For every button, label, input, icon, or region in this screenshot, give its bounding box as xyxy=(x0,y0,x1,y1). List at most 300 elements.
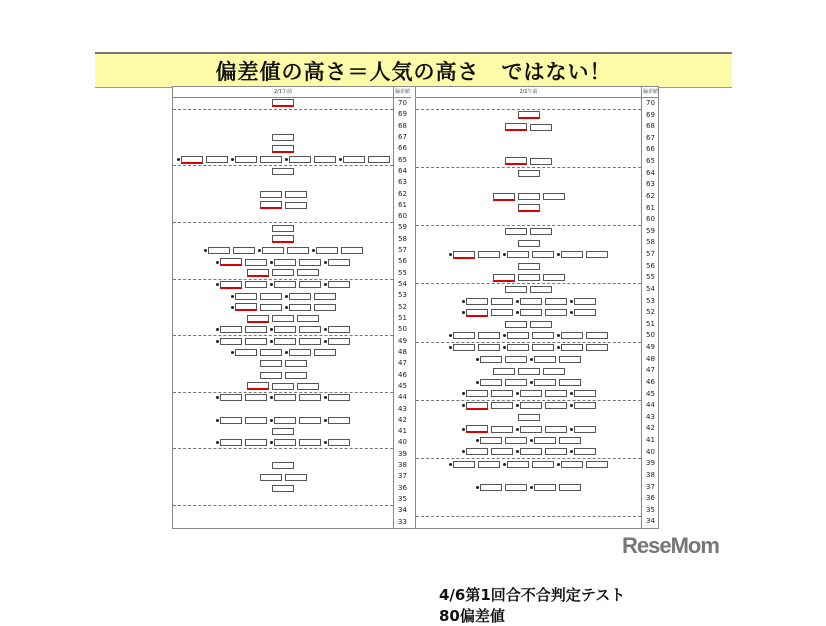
school-box xyxy=(328,439,350,446)
school-box xyxy=(543,193,565,200)
school-box xyxy=(507,332,529,339)
school-box xyxy=(274,281,296,288)
school-box xyxy=(297,315,319,322)
bullet-icon xyxy=(231,295,234,298)
scale-value: 36 xyxy=(393,483,411,494)
bullet-icon xyxy=(324,419,327,422)
left-panel xyxy=(173,87,411,528)
bullet-icon xyxy=(557,253,560,256)
school-box xyxy=(530,158,552,165)
school-box xyxy=(181,156,203,164)
scale-value: 46 xyxy=(393,370,411,381)
bullet-icon xyxy=(557,463,560,466)
scale-row xyxy=(416,168,659,180)
school-box xyxy=(314,304,336,311)
school-box xyxy=(559,356,581,363)
bullet-icon xyxy=(204,249,207,252)
school-box xyxy=(574,298,596,305)
bullet-icon xyxy=(516,428,519,431)
bullet-icon xyxy=(530,381,533,384)
school-box xyxy=(518,204,540,212)
bullet-icon xyxy=(476,381,479,384)
scale-row xyxy=(416,458,659,470)
school-box xyxy=(274,394,296,401)
bullet-icon xyxy=(449,253,452,256)
school-box xyxy=(466,425,488,433)
scale-row xyxy=(173,211,411,222)
bullet-icon xyxy=(570,300,573,303)
bullet-icon xyxy=(570,450,573,453)
right-scale-header: 偏差値 xyxy=(642,89,658,95)
school-box xyxy=(260,474,282,481)
school-box xyxy=(260,360,282,367)
school-box xyxy=(520,426,542,433)
slide-title: 偏差値の高さ＝人気の高さ ではない！ xyxy=(95,52,732,88)
right-panel-header: 2/1午前 xyxy=(519,89,538,95)
school-box xyxy=(299,439,321,446)
scale-value: 69 xyxy=(641,110,659,122)
scale-row xyxy=(173,109,411,120)
scale-value: 50 xyxy=(641,330,659,342)
bullet-icon xyxy=(557,346,560,349)
scale-value: 37 xyxy=(393,471,411,482)
school-box xyxy=(220,439,242,446)
school-box xyxy=(260,372,282,379)
scale-row xyxy=(173,177,411,188)
scale-value: 35 xyxy=(641,505,659,517)
bullet-icon xyxy=(570,311,573,314)
deviation-chart-document xyxy=(172,86,659,625)
school-box xyxy=(287,247,309,254)
scale-value: 44 xyxy=(393,392,411,403)
scale-value: 48 xyxy=(641,354,659,366)
scale-value: 56 xyxy=(393,256,411,267)
scale-value: 61 xyxy=(641,203,659,215)
scale-value: 65 xyxy=(393,155,411,166)
bullet-icon xyxy=(270,396,273,399)
scale-row xyxy=(173,324,411,335)
school-box xyxy=(245,281,267,288)
scale-row xyxy=(173,132,411,143)
school-box xyxy=(505,123,527,131)
bullet-icon xyxy=(476,439,479,442)
school-box xyxy=(272,462,294,469)
school-box xyxy=(343,156,365,163)
school-box xyxy=(206,156,228,163)
school-box xyxy=(453,251,475,259)
school-box xyxy=(297,383,319,390)
bullet-icon xyxy=(570,428,573,431)
scale-row xyxy=(416,330,659,342)
bullet-icon xyxy=(216,328,219,331)
school-box xyxy=(518,193,540,200)
school-box xyxy=(235,156,257,163)
school-box xyxy=(530,228,552,235)
school-box xyxy=(520,402,542,409)
bullet-icon xyxy=(462,392,465,395)
school-box xyxy=(245,417,267,424)
scale-value: 40 xyxy=(641,447,659,459)
school-box xyxy=(545,309,567,316)
bullet-icon xyxy=(324,396,327,399)
scale-row xyxy=(416,470,659,482)
scale-row xyxy=(173,313,411,324)
scale-row xyxy=(416,98,659,110)
scale-row xyxy=(173,358,411,369)
bullet-icon xyxy=(516,404,519,407)
school-box xyxy=(491,298,513,305)
school-box xyxy=(478,332,500,339)
school-box xyxy=(274,417,296,424)
school-box xyxy=(368,156,390,163)
scale-value: 67 xyxy=(393,132,411,143)
scale-row xyxy=(173,234,411,245)
bullet-icon xyxy=(516,392,519,395)
school-box xyxy=(532,251,554,258)
scale-value: 34 xyxy=(393,505,411,516)
school-box xyxy=(245,326,267,333)
scale-value: 59 xyxy=(641,226,659,238)
scale-row xyxy=(416,284,659,296)
scale-value: 68 xyxy=(393,121,411,132)
school-box xyxy=(289,156,311,163)
school-box xyxy=(272,383,294,390)
bullet-icon xyxy=(324,283,327,286)
school-box xyxy=(328,259,350,266)
scale-value: 41 xyxy=(641,435,659,447)
school-box xyxy=(208,247,230,254)
scale-value: 60 xyxy=(641,214,659,226)
scale-row xyxy=(173,143,411,154)
bullet-icon xyxy=(557,334,560,337)
bullet-icon xyxy=(270,283,273,286)
school-box xyxy=(272,168,294,175)
bullet-icon xyxy=(516,300,519,303)
scale-row xyxy=(173,426,411,437)
school-box xyxy=(491,448,513,455)
bullet-icon xyxy=(503,463,506,466)
bullet-icon xyxy=(503,346,506,349)
school-box xyxy=(245,439,267,446)
school-box xyxy=(530,124,552,131)
school-box xyxy=(272,99,294,107)
school-box xyxy=(245,394,267,401)
school-box xyxy=(545,402,567,409)
scale-row xyxy=(173,302,411,313)
school-box xyxy=(274,338,296,345)
school-box xyxy=(532,332,554,339)
scale-row xyxy=(173,347,411,358)
school-box xyxy=(532,461,554,468)
scale-row xyxy=(173,166,411,177)
scale-value: 49 xyxy=(641,342,659,354)
scale-value: 39 xyxy=(641,458,659,470)
school-box xyxy=(260,156,282,163)
school-box xyxy=(545,426,567,433)
scale-value: 41 xyxy=(393,426,411,437)
scale-row xyxy=(173,437,411,448)
school-box xyxy=(505,437,527,444)
scale-value: 63 xyxy=(393,177,411,188)
school-box xyxy=(274,439,296,446)
school-box xyxy=(505,321,527,328)
school-box xyxy=(586,344,608,351)
school-box xyxy=(247,382,269,390)
school-box xyxy=(466,402,488,410)
school-box xyxy=(328,338,350,345)
scale-value: 43 xyxy=(641,412,659,424)
school-box xyxy=(493,274,515,282)
scale-value: 66 xyxy=(641,144,659,156)
school-box xyxy=(285,202,307,209)
school-box xyxy=(245,338,267,345)
scale-row xyxy=(416,435,659,447)
school-box xyxy=(272,428,294,435)
school-box xyxy=(559,484,581,491)
school-box xyxy=(493,368,515,375)
scale-value: 64 xyxy=(641,168,659,180)
school-box xyxy=(247,269,269,277)
bullet-icon xyxy=(216,441,219,444)
scale-value: 69 xyxy=(393,109,411,120)
scale-row xyxy=(416,342,659,354)
school-box xyxy=(233,247,255,254)
school-box xyxy=(272,145,294,153)
school-box xyxy=(299,394,321,401)
scale-row xyxy=(416,203,659,215)
school-box xyxy=(507,344,529,351)
scale-row xyxy=(173,268,411,279)
bullet-icon xyxy=(462,450,465,453)
school-box xyxy=(453,461,475,468)
school-box xyxy=(220,394,242,401)
scale-value: 52 xyxy=(641,307,659,319)
bullet-icon xyxy=(449,346,452,349)
school-box xyxy=(220,326,242,333)
scale-value: 46 xyxy=(641,377,659,389)
scale-row xyxy=(416,447,659,459)
scale-value: 68 xyxy=(641,121,659,133)
school-box xyxy=(520,390,542,397)
bullet-icon xyxy=(285,295,288,298)
scale-row xyxy=(173,336,411,347)
scale-row xyxy=(416,505,659,517)
bullet-icon xyxy=(339,158,342,161)
scale-value: 37 xyxy=(641,482,659,494)
school-box xyxy=(518,414,540,421)
bullet-icon xyxy=(462,428,465,431)
school-box xyxy=(532,344,554,351)
scale-row xyxy=(173,494,411,505)
bullet-icon xyxy=(462,404,465,407)
bullet-icon xyxy=(462,300,465,303)
school-box xyxy=(505,356,527,363)
scale-value: 70 xyxy=(393,98,411,109)
school-box xyxy=(478,461,500,468)
school-box xyxy=(493,193,515,201)
scale-value: 38 xyxy=(393,460,411,471)
school-box xyxy=(272,235,294,243)
bullet-icon xyxy=(530,358,533,361)
scale-row xyxy=(416,110,659,122)
scale-row xyxy=(416,354,659,366)
scale-row xyxy=(416,400,659,412)
scale-value: 67 xyxy=(641,133,659,145)
bullet-icon xyxy=(270,261,273,264)
school-box xyxy=(260,293,282,300)
scale-row xyxy=(173,256,411,267)
scale-value: 47 xyxy=(393,358,411,369)
school-box xyxy=(491,402,513,409)
scale-value: 70 xyxy=(641,98,659,110)
bullet-icon xyxy=(570,404,573,407)
scale-row xyxy=(416,307,659,319)
bullet-icon xyxy=(258,249,261,252)
scale-value: 40 xyxy=(393,437,411,448)
scale-value: 35 xyxy=(393,494,411,505)
scale-value: 51 xyxy=(641,319,659,331)
school-box xyxy=(453,332,475,339)
school-box xyxy=(272,485,294,492)
scale-value: 47 xyxy=(641,365,659,377)
scale-value: 39 xyxy=(393,449,411,460)
bullet-icon xyxy=(216,340,219,343)
scale-row xyxy=(416,214,659,226)
bullet-icon xyxy=(270,340,273,343)
school-box xyxy=(518,274,540,281)
school-box xyxy=(530,286,552,293)
school-box xyxy=(505,379,527,386)
school-box xyxy=(328,326,350,333)
scale-value: 42 xyxy=(393,415,411,426)
school-box xyxy=(272,269,294,276)
school-box xyxy=(520,448,542,455)
scale-row xyxy=(173,415,411,426)
scale-row xyxy=(416,377,659,389)
bullet-icon xyxy=(231,158,234,161)
scale-row xyxy=(173,98,411,109)
school-box xyxy=(480,356,502,363)
school-box xyxy=(220,258,242,266)
scale-row xyxy=(173,121,411,132)
school-box xyxy=(574,390,596,397)
school-box xyxy=(561,332,583,339)
school-box xyxy=(314,156,336,163)
school-box xyxy=(285,372,307,379)
school-box xyxy=(574,448,596,455)
school-box xyxy=(262,247,284,254)
scale-row xyxy=(173,404,411,415)
school-box xyxy=(220,281,242,289)
school-box xyxy=(220,417,242,424)
bullet-icon xyxy=(324,328,327,331)
scale-value: 57 xyxy=(393,245,411,256)
scale-value: 55 xyxy=(641,272,659,284)
scale-row xyxy=(416,493,659,505)
school-box xyxy=(328,417,350,424)
school-box xyxy=(534,356,556,363)
school-box xyxy=(518,263,540,270)
school-box xyxy=(453,344,475,351)
bullet-icon xyxy=(270,328,273,331)
scale-row xyxy=(173,200,411,211)
scale-value: 54 xyxy=(641,284,659,296)
scale-row xyxy=(173,222,411,233)
scale-value: 48 xyxy=(393,347,411,358)
school-box xyxy=(289,304,311,311)
scale-row xyxy=(173,517,411,528)
scale-value: 38 xyxy=(641,470,659,482)
scale-value: 53 xyxy=(393,290,411,301)
school-box xyxy=(285,191,307,198)
resemom-logo: ReseMom xyxy=(622,533,719,558)
bullet-icon xyxy=(216,283,219,286)
bullet-icon xyxy=(570,392,573,395)
school-box xyxy=(478,344,500,351)
school-box xyxy=(543,368,565,375)
school-box xyxy=(518,170,540,177)
school-box xyxy=(245,259,267,266)
bullet-icon xyxy=(530,486,533,489)
school-box xyxy=(480,437,502,444)
school-box xyxy=(505,484,527,491)
scale-value: 55 xyxy=(393,268,411,279)
bullet-icon xyxy=(449,334,452,337)
scale-row xyxy=(416,365,659,377)
school-box xyxy=(235,293,257,300)
school-box xyxy=(518,368,540,375)
school-box xyxy=(491,390,513,397)
bullet-icon xyxy=(216,396,219,399)
school-box xyxy=(274,326,296,333)
school-box xyxy=(328,394,350,401)
scale-row xyxy=(416,191,659,203)
bullet-icon xyxy=(476,486,479,489)
school-box xyxy=(543,274,565,281)
school-box xyxy=(328,281,350,288)
bullet-icon xyxy=(285,158,288,161)
school-box xyxy=(505,157,527,165)
scale-row xyxy=(173,381,411,392)
scale-row xyxy=(173,189,411,200)
bullet-icon xyxy=(285,351,288,354)
bullet-icon xyxy=(231,306,234,309)
scale-value: 34 xyxy=(641,516,659,528)
school-box xyxy=(534,484,556,491)
school-box xyxy=(545,390,567,397)
bullet-icon xyxy=(216,419,219,422)
scale-row xyxy=(173,449,411,460)
bullet-icon xyxy=(324,340,327,343)
school-box xyxy=(297,269,319,276)
school-box xyxy=(235,303,257,311)
scale-value: 58 xyxy=(393,234,411,245)
scale-value: 61 xyxy=(393,200,411,211)
school-box xyxy=(491,426,513,433)
bullet-icon xyxy=(231,351,234,354)
school-box xyxy=(534,437,556,444)
scale-row xyxy=(416,249,659,261)
scale-value: 53 xyxy=(641,296,659,308)
scale-row xyxy=(173,279,411,290)
scale-value: 62 xyxy=(641,191,659,203)
school-box xyxy=(314,293,336,300)
scale-row xyxy=(416,296,659,308)
school-box xyxy=(505,228,527,235)
school-box xyxy=(520,298,542,305)
scale-row xyxy=(173,290,411,301)
left-rows xyxy=(173,98,411,528)
